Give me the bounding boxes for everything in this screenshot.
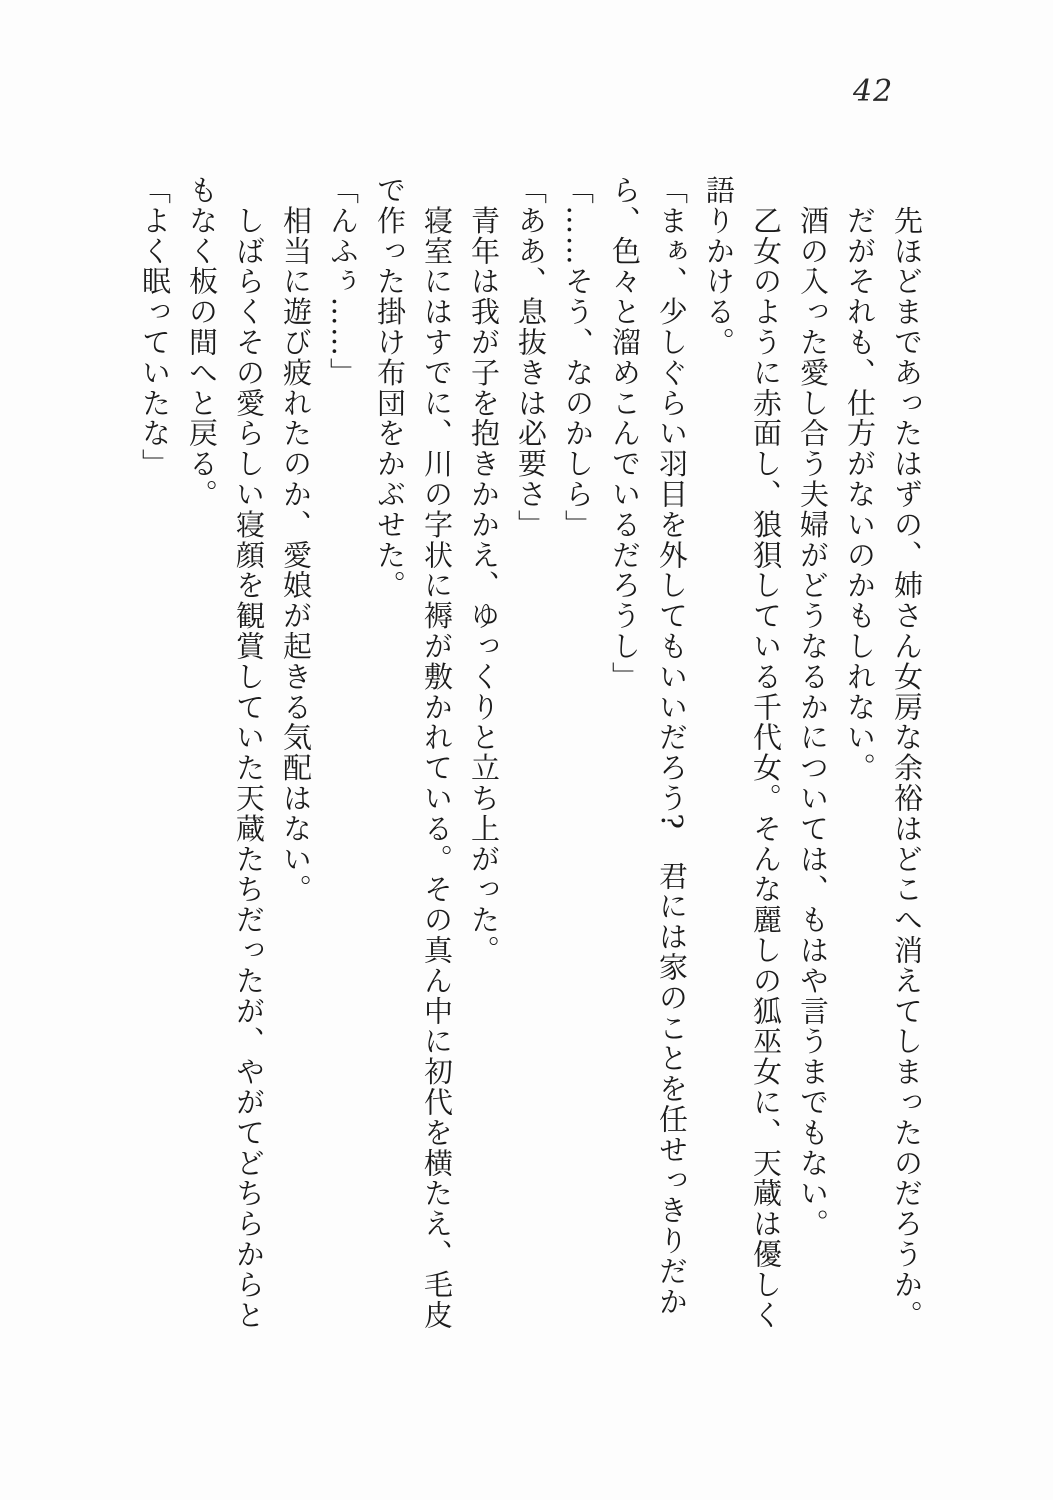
text-column: 「よく眠っていたな」 <box>138 175 172 479</box>
text-column: 「んふぅ……」 <box>326 175 360 388</box>
text-column: だがそれも、仕方がないのかもしれない。 <box>843 175 877 783</box>
text-column: 相当に遊び疲れたのか、愛娘が起きる気配はない。 <box>279 175 313 905</box>
text-column: しばらくその愛らしい寝顔を観賞していた天蔵たちだったが、やがてどちらからと <box>232 175 266 1331</box>
text-column: もなく板の間へと戻る。 <box>185 175 219 510</box>
text-column: 乙女のように赤面し、狼狽している千代女。そんな麗しの狐巫女に、天蔵は優しく <box>749 175 783 1331</box>
body-text <box>131 175 930 1340</box>
text-column: 語りかける。 <box>702 175 736 358</box>
text-column: 先ほどまであったはずの、姉さん女房な余裕はどこへ消えてしまったのだろうか。 <box>890 175 924 1331</box>
text-column: 「ああ、息抜きは必要さ」 <box>514 175 548 540</box>
page-number: 42 <box>853 74 894 109</box>
text-column: で作った掛け布団をかぶせた。 <box>373 175 407 601</box>
text-column: 「……そう、なのかしら」 <box>561 175 595 540</box>
text-column: 青年は我が子を抱きかかえ、ゆっくりと立ち上がった。 <box>467 175 501 966</box>
text-column: 酒の入った愛し合う夫婦がどうなるかについては、もはや言うまでもない。 <box>796 175 830 1239</box>
text-column: ら、色々と溜めこんでいるだろうし」 <box>608 175 642 692</box>
text-column: 「まぁ、少しぐらい羽目を外してもいいだろう? 君には家のことを任せっきりだか <box>655 175 689 1317</box>
text-column: 寝室にはすでに、川の字状に褥が敷かれている。その真ん中に初代を横たえ、毛皮 <box>420 175 454 1331</box>
